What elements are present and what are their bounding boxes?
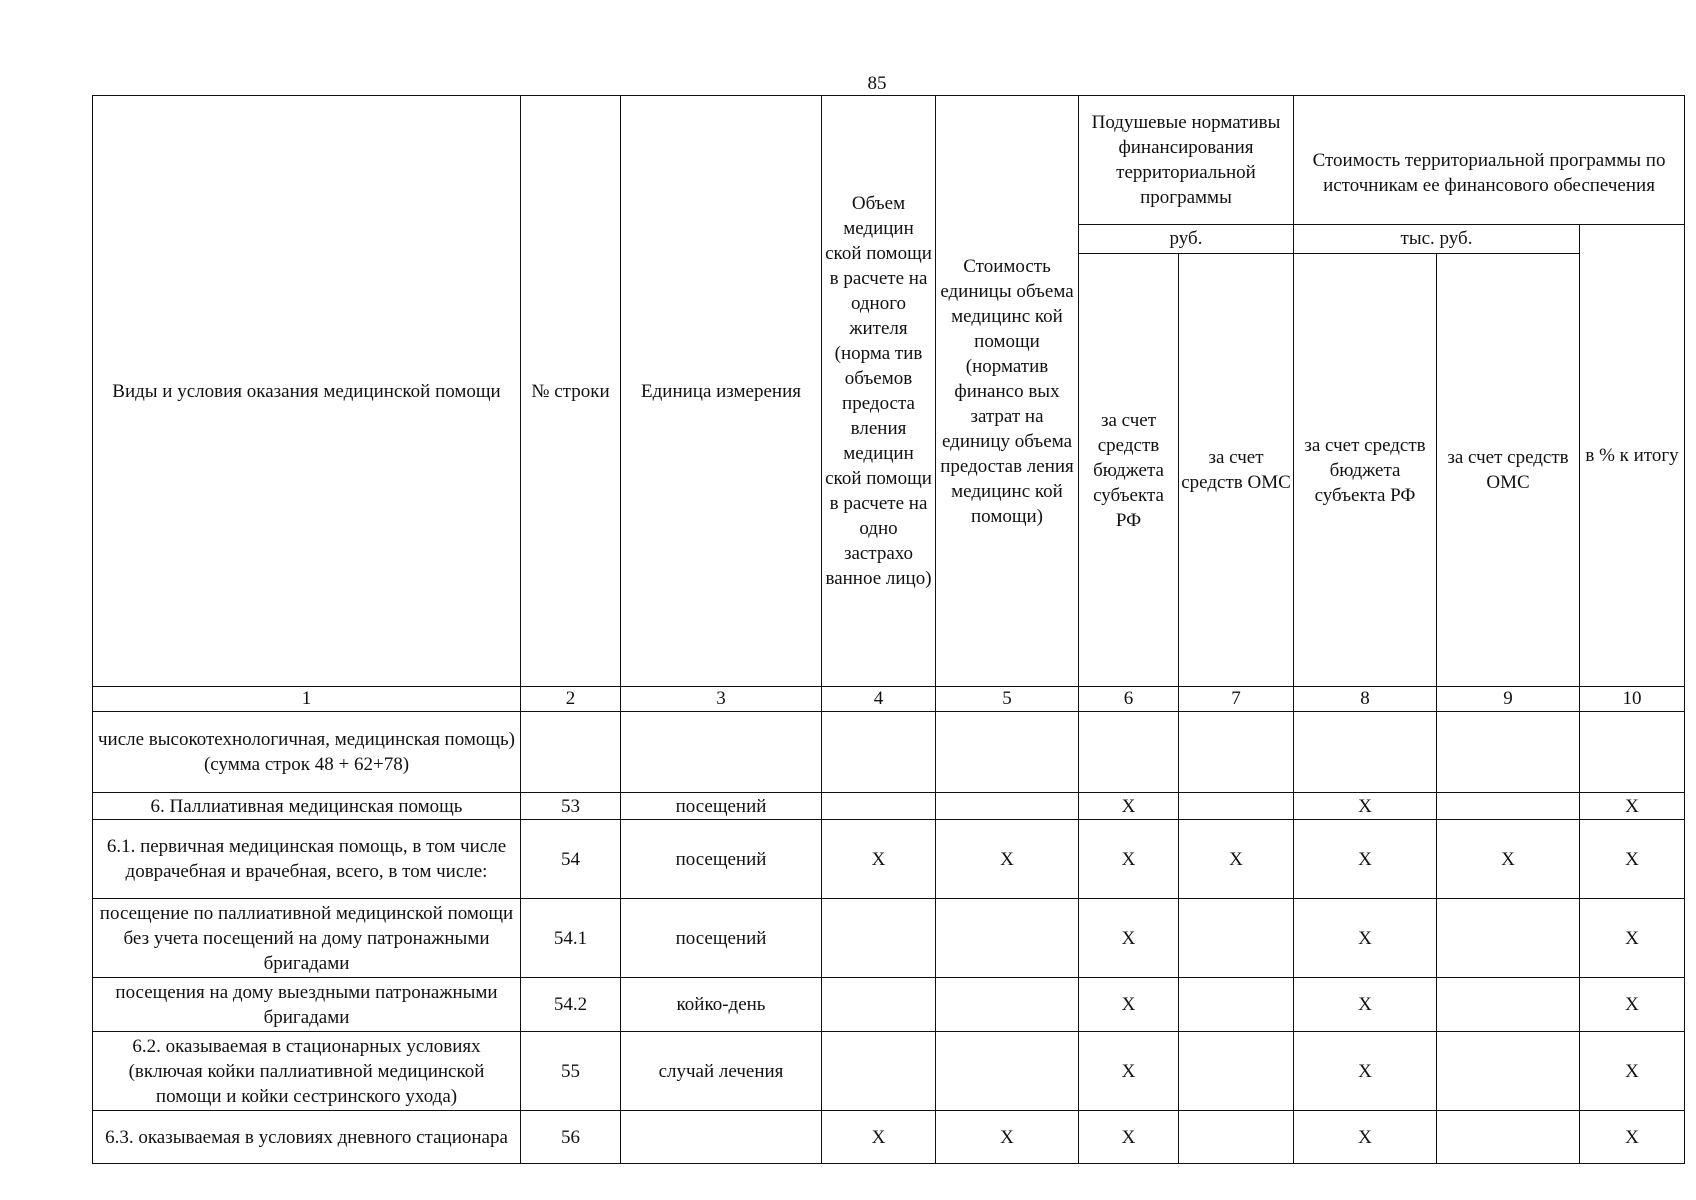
row-line: 54.2 xyxy=(521,978,621,1032)
row-unit: случай лечения xyxy=(621,1032,822,1111)
row-c4: Х xyxy=(822,1111,936,1164)
row-c7 xyxy=(1179,899,1294,978)
header-unit-rub: руб. xyxy=(1079,225,1294,254)
row-c5 xyxy=(936,899,1079,978)
row-name: 6.3. оказываемая в условиях дневного стационара xyxy=(93,1111,521,1164)
row-c7 xyxy=(1179,978,1294,1032)
column-number: 10 xyxy=(1580,687,1685,712)
row-c10 xyxy=(1580,712,1685,793)
row-name: числе высокотехнологичная, медицинская помощь) (сумма строк 48 + 62+78) xyxy=(93,712,521,793)
row-c9 xyxy=(1437,793,1580,820)
header-cost-oms: за счет средств ОМС xyxy=(1437,254,1580,687)
row-unit xyxy=(621,1111,822,1164)
table-row xyxy=(93,978,1685,1032)
row-c6 xyxy=(1079,712,1179,793)
row-c4 xyxy=(822,978,936,1032)
row-c8: Х xyxy=(1294,820,1437,899)
row-c8 xyxy=(1294,712,1437,793)
row-c4: Х xyxy=(822,820,936,899)
row-c8: Х xyxy=(1294,899,1437,978)
header-volume: Объем медицин ской помощи в расчете на одного жителя (норма тив объемов предоста вления медицин ской помощи в расчете на одно застрахо ванное лицо) xyxy=(822,96,936,687)
header-unit-cost: Стоимость единицы объема медицинс кой помощи (норматив финансо вых затрат на единицу объема предостав ления медицинс кой помощи) xyxy=(936,96,1079,687)
row-c9 xyxy=(1437,899,1580,978)
header-percent-total: в % к итогу xyxy=(1580,225,1685,687)
row-unit xyxy=(621,712,822,793)
row-name: посещение по паллиативной медицинской помощи без учета посещений на дому патронажными бригадами xyxy=(93,899,521,978)
row-line: 54.1 xyxy=(521,899,621,978)
row-c7 xyxy=(1179,712,1294,793)
row-c10: Х xyxy=(1580,978,1685,1032)
row-c9: Х xyxy=(1437,820,1580,899)
table-row xyxy=(93,820,1685,899)
row-unit: посещений xyxy=(621,793,822,820)
row-c8: Х xyxy=(1294,793,1437,820)
row-c4 xyxy=(822,899,936,978)
row-c7 xyxy=(1179,793,1294,820)
row-c9 xyxy=(1437,978,1580,1032)
row-c6: Х xyxy=(1079,1111,1179,1164)
row-c10: Х xyxy=(1580,899,1685,978)
column-number: 3 xyxy=(621,687,822,712)
row-c6: Х xyxy=(1079,978,1179,1032)
row-c7 xyxy=(1179,1032,1294,1111)
row-name: посещения на дому выездными патронажными бригадами xyxy=(93,978,521,1032)
row-c6: Х xyxy=(1079,793,1179,820)
column-number: 6 xyxy=(1079,687,1179,712)
table-row xyxy=(93,712,1685,793)
page-number: 85 xyxy=(867,73,887,94)
header-cost-group: Стоимость территориальной программы по источникам ее финансового обеспечения xyxy=(1294,96,1685,225)
row-c8: Х xyxy=(1294,1032,1437,1111)
row-c9 xyxy=(1437,1111,1580,1164)
row-c10: Х xyxy=(1580,1111,1685,1164)
row-c6: Х xyxy=(1079,820,1179,899)
column-number: 1 xyxy=(93,687,521,712)
row-c7: Х xyxy=(1179,820,1294,899)
row-c4 xyxy=(822,712,936,793)
row-c9 xyxy=(1437,1032,1580,1111)
row-line: 54 xyxy=(521,820,621,899)
financing-table xyxy=(92,95,1685,1164)
row-c8: Х xyxy=(1294,978,1437,1032)
row-c5 xyxy=(936,712,1079,793)
header-per-capita-budget: за счет средств бюджета субъекта РФ xyxy=(1079,254,1179,687)
row-unit: посещений xyxy=(621,899,822,978)
header-unit-thousand-rub: тыс. руб. xyxy=(1294,225,1580,254)
row-name: 6. Паллиативная медицинская помощь xyxy=(93,793,521,820)
row-c5: Х xyxy=(936,820,1079,899)
column-number: 4 xyxy=(822,687,936,712)
table-row xyxy=(93,1032,1685,1111)
header-per-capita-group: Подушевые нормативы финансирования территориальной программы xyxy=(1079,96,1294,225)
row-line xyxy=(521,712,621,793)
row-c4 xyxy=(822,1032,936,1111)
row-c5 xyxy=(936,1032,1079,1111)
row-name: 6.2. оказываемая в стационарных условиях (включая койки паллиативной медицинской помощи и койки сестринского ухода) xyxy=(93,1032,521,1111)
row-c9 xyxy=(1437,712,1580,793)
row-line: 56 xyxy=(521,1111,621,1164)
row-unit: койко-день xyxy=(621,978,822,1032)
header-per-capita-oms: за счет средств ОМС xyxy=(1179,254,1294,687)
table-row xyxy=(93,793,1685,820)
row-unit: посещений xyxy=(621,820,822,899)
header-service-type: Виды и условия оказания медицинской помощи xyxy=(93,96,521,687)
column-number: 7 xyxy=(1179,687,1294,712)
row-c10: Х xyxy=(1580,793,1685,820)
row-c10: Х xyxy=(1580,1032,1685,1111)
row-c7 xyxy=(1179,1111,1294,1164)
row-c6: Х xyxy=(1079,899,1179,978)
column-number: 8 xyxy=(1294,687,1437,712)
header-unit: Единица измерения xyxy=(621,96,822,687)
column-number: 9 xyxy=(1437,687,1580,712)
row-c4 xyxy=(822,793,936,820)
row-c5: Х xyxy=(936,1111,1079,1164)
table-row xyxy=(93,899,1685,978)
row-c10: Х xyxy=(1580,820,1685,899)
header-cost-budget: за счет средств бюджета субъекта РФ xyxy=(1294,254,1437,687)
row-c6: Х xyxy=(1079,1032,1179,1111)
row-line: 55 xyxy=(521,1032,621,1111)
header-line-number: № строки xyxy=(521,96,621,687)
column-number-row xyxy=(93,687,1685,712)
column-number: 5 xyxy=(936,687,1079,712)
row-c5 xyxy=(936,978,1079,1032)
row-name: 6.1. первичная медицинская помощь, в том числе доврачебная и врачебная, всего, в том числе: xyxy=(93,820,521,899)
row-c8: Х xyxy=(1294,1111,1437,1164)
table-row xyxy=(93,1111,1685,1164)
row-c5 xyxy=(936,793,1079,820)
row-line: 53 xyxy=(521,793,621,820)
column-number: 2 xyxy=(521,687,621,712)
